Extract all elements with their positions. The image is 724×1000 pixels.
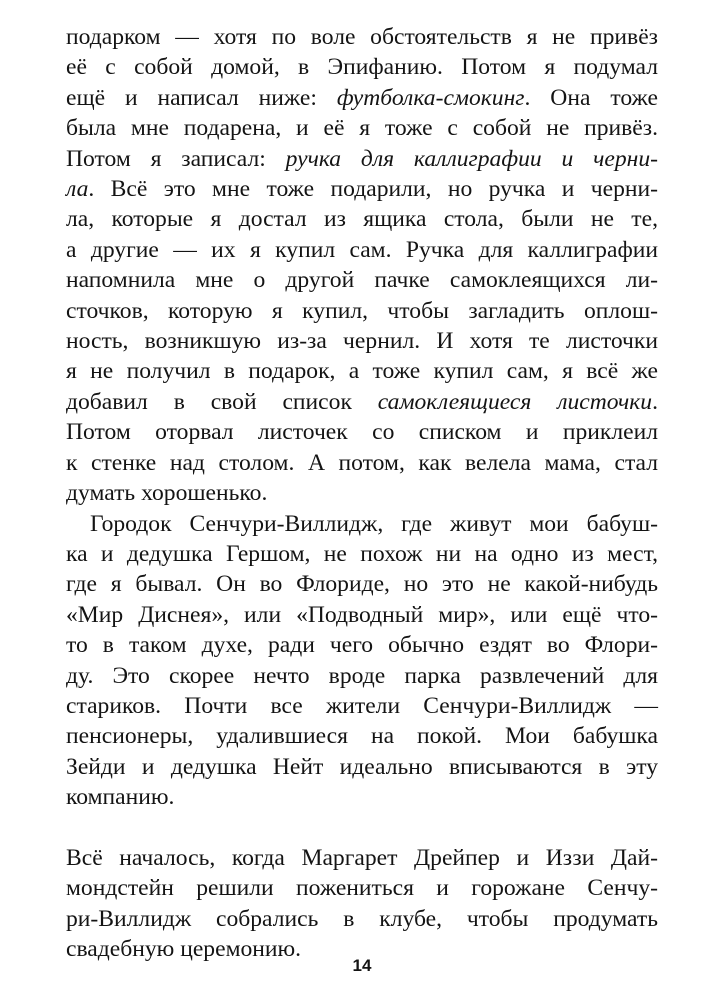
- text-line: [66, 873, 658, 903]
- text-line: [66, 265, 658, 295]
- text-line: [66, 539, 658, 569]
- text-run: где я бывал. Он во Флориде, но это не какой-нибудь: [66, 571, 658, 598]
- text-run: Зейди и дедушка Нейт идеально вписываются в эту: [66, 753, 658, 780]
- text-line: [66, 174, 658, 204]
- text-line: [66, 600, 658, 630]
- text-run: свадебную церемонию.: [66, 936, 302, 963]
- text-run: сточков, которую я купил, чтобы загладить оплош-: [66, 297, 658, 324]
- text-run: «Мир Диснея», или «Подводный мир», или ещё что-: [66, 601, 658, 628]
- text-run: я не получил в подарок, а тоже купил сам, я всё же: [66, 358, 658, 385]
- text-run: добавил в свой список: [66, 388, 378, 415]
- text-run: подарком — хотя по воле обстоятельств я не привёз: [66, 24, 658, 50]
- text-line: [66, 144, 658, 174]
- text-run: ду. Это скорее нечто вроде парка развлечений для: [66, 662, 658, 689]
- text-line: [66, 417, 658, 447]
- book-page-text: [66, 22, 658, 965]
- text-line: [66, 448, 658, 478]
- text-line: [66, 752, 658, 782]
- italic-run: самоклеящиеся листочки: [377, 388, 653, 415]
- text-run: а другие — их я купил сам. Ручка для каллиграфии: [66, 236, 658, 263]
- text-run: ка и дедушка Гершом, не похож ни на одно из мест,: [66, 540, 658, 567]
- text-run: Потом я записал:: [66, 145, 286, 172]
- italic-run: футболка-смокинг: [336, 84, 525, 111]
- text-line: [66, 296, 658, 326]
- text-run: . Она тоже: [524, 84, 658, 111]
- text-line: [66, 52, 658, 82]
- italic-run: ла: [66, 176, 89, 203]
- text-line: [66, 387, 658, 417]
- text-run: Потом оторвал листочек со списком и приклеил: [66, 419, 658, 446]
- text-line: [66, 22, 658, 52]
- page-number: 14: [352, 956, 372, 975]
- text-run: думать хорошенько.: [66, 480, 268, 507]
- text-run: мондстейн решили пожениться и горожане Сенчу-: [66, 875, 658, 902]
- text-run: напомнила мне о другой пачке самоклеящихся ли-: [66, 267, 658, 294]
- text-line: [66, 478, 658, 508]
- text-line: [66, 630, 658, 660]
- text-line: [66, 235, 658, 265]
- text-line: [66, 661, 658, 691]
- text-run: её с собой домой, в Эпифанию. Потом я подумал: [66, 54, 658, 81]
- text-line: [66, 204, 658, 234]
- text-run: Всё началось, когда Маргарет Дрейпер и Иззи Дай-: [66, 844, 658, 871]
- text-line: [66, 509, 658, 539]
- text-run: ри-Виллидж собрались в клубе, чтобы продумать: [66, 905, 658, 932]
- text-run: . Всё это мне тоже подарили, но ручка и черни-: [88, 176, 658, 203]
- text-line: [66, 904, 658, 934]
- text-run: Городок Сенчури-Виллидж, где живут мои бабуш-: [90, 510, 658, 537]
- text-run: .: [652, 388, 658, 415]
- text-line: [66, 569, 658, 599]
- text-line: [66, 782, 658, 812]
- text-run: ещё и написал ниже:: [66, 84, 337, 111]
- text-run: компанию.: [66, 784, 175, 811]
- text-line: [66, 326, 658, 356]
- text-line: [66, 721, 658, 751]
- text-run: стариков. Почти все жители Сенчури-Виллидж —: [66, 692, 658, 719]
- text-run: к стенке над столом. А потом, как велела мама, стал: [66, 449, 658, 476]
- text-line: [66, 113, 658, 143]
- text-line: [66, 83, 658, 113]
- text-line: [66, 356, 658, 386]
- text-run: была мне подарена, и её я тоже с собой не привёз.: [66, 115, 658, 142]
- text-line: [66, 843, 658, 873]
- text-run: ла, которые я достал из ящика стола, были не те,: [66, 206, 658, 233]
- italic-run: ручка для каллиграфии и черни-: [285, 145, 658, 172]
- text-run: ность, возникшую из-за чернил. И хотя те листочки: [66, 328, 658, 355]
- text-run: пенсионеры, удалившиеся на покой. Мои бабушка: [66, 723, 658, 750]
- text-line: [66, 691, 658, 721]
- text-run: то в таком духе, ради чего обычно ездят во Флори-: [66, 632, 658, 659]
